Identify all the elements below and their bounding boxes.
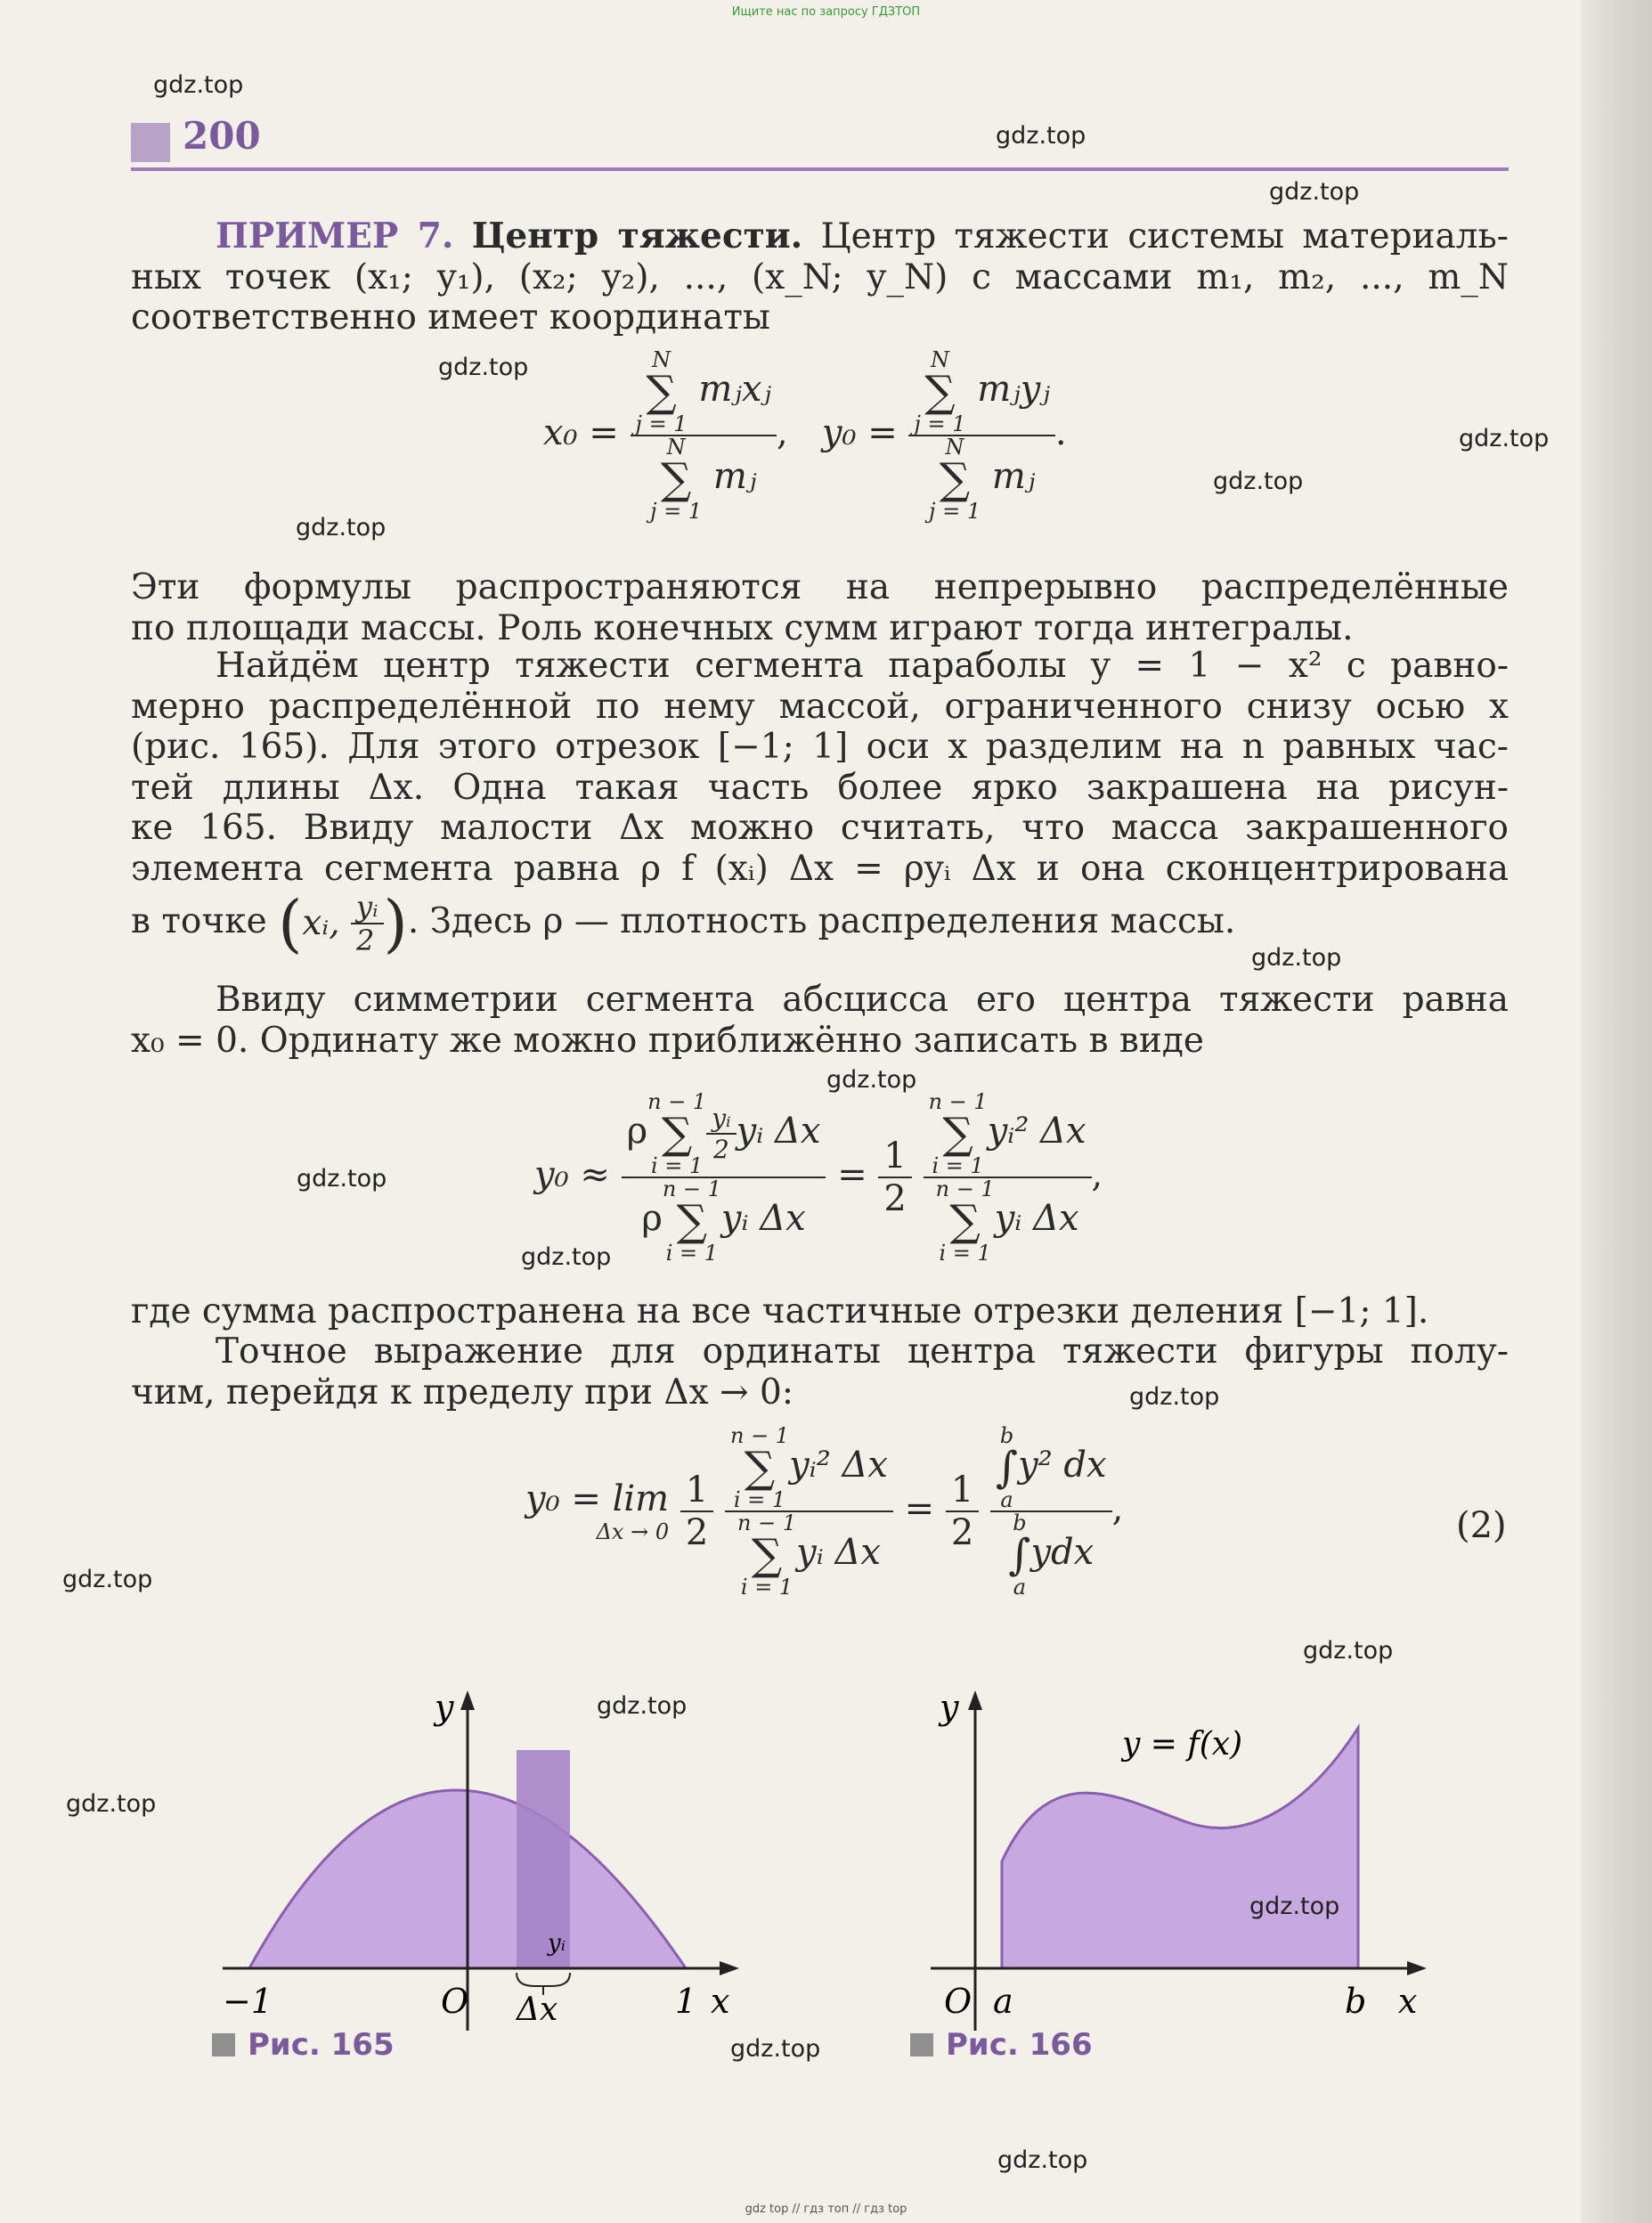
curvilinear-trapezoid (1002, 1728, 1358, 1968)
paragraph-sum-note (131, 1291, 1509, 1332)
watermark: gdz.top (1303, 1637, 1394, 1665)
example-title: ПРИМЕР 7. (216, 216, 454, 256)
page-number: 200 (183, 114, 261, 158)
caption-marker-icon (212, 2033, 235, 2056)
formula-y0-approx: y₀ ≈ ρ n − 1 ∑ i = 1 $\frac{\text{yᵢ}}{2}$ yᵢ Δx ρ n − 1 ∑ i = 1 yᵢ Δx = $\frac{1}{2}$ n − 1 ∑ i = 1 yᵢ² Δx n − 1 ∑ i = 1 yᵢ Δx , (534, 1089, 1103, 1266)
watermark: gdz.top (1129, 1383, 1220, 1411)
top-banner: Ищите нас по запросу ГДЗТОП (731, 5, 921, 19)
x-axis-label: x (1398, 1982, 1418, 2021)
y-axis-label: y (940, 1688, 959, 1727)
example-subtitle: Центр тяжести. (471, 216, 803, 256)
tick-a: a (993, 1982, 1013, 2021)
text-line: где сумма распространена на все частичные отрезки деления [−1; 1]. (131, 1291, 1429, 1331)
tick-b: b (1345, 1982, 1367, 2021)
origin-label: O (944, 1982, 972, 2021)
text-line: Точное выражение для ординаты центра тяжести фигуры полу- (216, 1331, 1509, 1372)
paragraph-symmetry (131, 980, 1509, 1061)
text-line: Найдём центр тяжести сегмента параболы y = 1 − x² с равно- (216, 646, 1509, 686)
function-label: y = f(x) (1122, 1726, 1243, 1763)
watermark: gdz.top (826, 1066, 917, 1094)
text-line: Ввиду симметрии сегмента абсцисса его центра тяжести равна (216, 980, 1509, 1020)
figure-166 (917, 1683, 1452, 2040)
origin-label: O (441, 1982, 469, 2021)
watermark: gdz.top (62, 1566, 153, 1593)
tick-minus-one: −1 (223, 1982, 273, 2021)
watermark: gdz.top (153, 71, 244, 99)
watermark: gdz.top (1251, 944, 1342, 972)
text-line: Центр тяжести системы материаль- (820, 216, 1509, 256)
formula-center-of-mass: x₀ = N ∑ j = 1 mⱼxⱼ N ∑ j = 1 mⱼ , y₀ = N ∑ j = 1 mⱼyⱼ N ∑ j = 1 mⱼ . (543, 347, 1067, 524)
watermark: gdz.top (296, 514, 387, 542)
watermark: gdz.top (521, 1243, 612, 1271)
header-marker (131, 123, 170, 162)
watermark: gdz.top (597, 1692, 688, 1720)
watermark: gdz.top (1249, 1893, 1340, 1920)
y-axis-label: y (435, 1688, 454, 1727)
caption-marker-icon (910, 2033, 933, 2056)
text-line: (рис. 165). Для этого отрезок [−1; 1] оси x разделим на n равных час- (131, 727, 1509, 767)
yi-label: yᵢ (548, 1930, 566, 1957)
tick-one: 1 (675, 1982, 697, 2021)
x-axis-label: x (711, 1982, 730, 2021)
paragraph-limit (131, 1331, 1509, 1413)
watermark: gdz.top (997, 2146, 1088, 2174)
watermark: gdz.top (1269, 178, 1360, 206)
paragraph-example-7 (131, 216, 1509, 338)
header-rule (131, 167, 1509, 171)
paragraph-parabola (131, 646, 1509, 889)
page-fold-shadow (1581, 0, 1652, 2223)
equation-number: (2) (1456, 1505, 1507, 1546)
text-line: ке 165. Ввиду малости Δx можно считать, что масса закрашенного (131, 808, 1509, 848)
watermark: gdz.top (1459, 425, 1550, 452)
formula-y0-limit: y₀ = lim Δx → 0 $\frac{1}{2}$ n − 1 ∑ i = 1 yᵢ² Δx n − 1 ∑ i = 1 yᵢ Δx = $\frac{1}{2}$ b ∫ a y² dx b ∫ a ydx , (525, 1423, 1124, 1600)
watermark: gdz.top (438, 354, 529, 381)
text-line: мерно распределённой по нему массой, ограниченного снизу осью x (131, 686, 1509, 727)
bottom-banner: gdz top // гдз топ // гдз top (745, 2203, 907, 2216)
watermark: gdz.top (1213, 468, 1304, 495)
text-line: соответственно имеет координаты (131, 297, 770, 338)
paragraph-continuous (131, 567, 1509, 648)
watermark: gdz.top (996, 122, 1086, 150)
text-line: элемента сегмента равна ρ f (xᵢ) Δx = ρyᵢ Δx и она сконцентрирована (131, 848, 1509, 889)
text-line: чим, перейдя к пределу при Δx → 0: (131, 1372, 793, 1413)
text-line: тей длины Δx. Одна такая часть более ярко закрашена на рисун- (131, 767, 1509, 808)
paragraph-point: в точке (xᵢ, $\frac{\text{yᵢ}}{2}$ ). Здесь ρ — плотность распределения массы. (131, 887, 1236, 960)
text-line: x₀ = 0. Ординату же можно приближённо записать в виде (131, 1020, 1204, 1061)
text-line: по площади массы. Роль конечных сумм играют тогда интегралы. (131, 607, 1354, 648)
figure-165-caption: Рис. 165 (212, 2027, 395, 2063)
text-line: ных точек (x₁; y₁), (x₂; y₂), ..., (x_N; y_N) с массами m₁, m₂, ..., m_N (131, 256, 1509, 297)
figure-165 (205, 1683, 757, 2040)
dx-label: Δx (517, 1991, 558, 2028)
text-line: Эти формулы распространяются на непрерывно распределённые (131, 567, 1509, 607)
watermark: gdz.top (730, 2035, 821, 2063)
watermark: gdz.top (297, 1165, 387, 1193)
watermark: gdz.top (66, 1790, 157, 1818)
figure-166-caption: Рис. 166 (910, 2027, 1093, 2063)
